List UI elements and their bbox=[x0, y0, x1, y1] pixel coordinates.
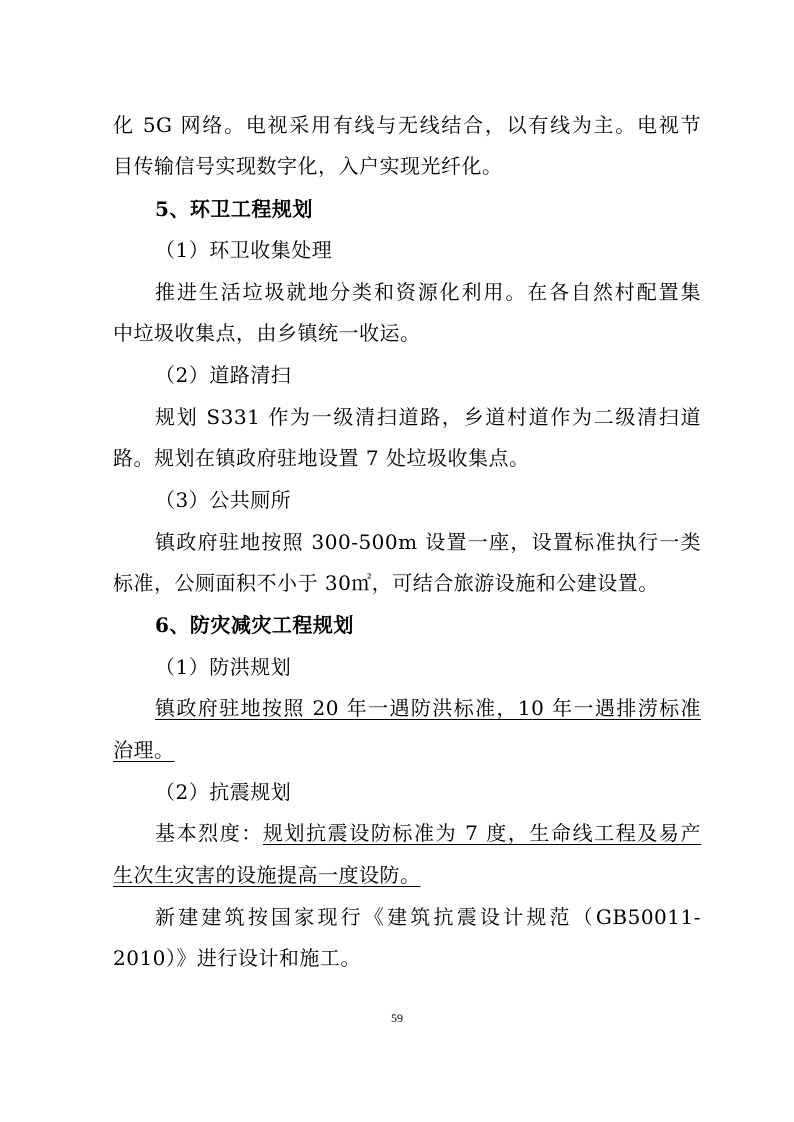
paragraph-toilets-line-2: 标准，公厕面积不小于 30㎡，可结合旅游设施和公建设置。 bbox=[113, 571, 659, 595]
paragraph-waste-line-1: 推进生活垃圾就地分类和资源化利用。在各自然村配置集 bbox=[155, 280, 701, 304]
section-heading-disaster-prevention: 6、防灾减灾工程规划 bbox=[155, 613, 354, 637]
subheading-road-cleaning: （2）道路清扫 bbox=[155, 363, 292, 387]
paragraph-flood-line-1: 镇政府驻地按照 20 年一遇防洪标准，10 年一遇排涝标准 bbox=[155, 696, 701, 720]
paragraph-building-code-line-2: 2010）》进行设计和施工。 bbox=[113, 946, 361, 970]
earthquake-intro-text: 基本烈度： bbox=[155, 821, 263, 845]
paragraph-earthquake-line-2: 生次生灾害的设施提高一度设防。 bbox=[113, 863, 421, 887]
paragraph-telecom-line-1: 化 5G 网络。电视采用有线与无线结合，以有线为主。电视节 bbox=[113, 113, 701, 137]
page-number: 59 bbox=[391, 1011, 403, 1025]
paragraph-waste-line-2: 中垃圾收集点，由乡镇统一收运。 bbox=[113, 321, 421, 345]
paragraph-building-code-line-1: 新建建筑按国家现行《建筑抗震设计规范（GB50011- bbox=[155, 905, 701, 929]
subheading-flood-control: （1）防洪规划 bbox=[155, 655, 292, 679]
paragraph-road-line-1: 规划 S331 作为一级清扫道路，乡道村道作为二级清扫道 bbox=[155, 405, 701, 429]
earthquake-standard-text: 规划抗震设防标准为 7 度，生命线工程及易产 bbox=[262, 821, 701, 845]
subheading-waste-collection: （1）环卫收集处理 bbox=[155, 238, 333, 262]
paragraph-flood-line-2: 治理。 bbox=[113, 738, 175, 762]
paragraph-telecom-line-2: 目传输信号实现数字化，入户实现光纤化。 bbox=[113, 154, 503, 178]
paragraph-earthquake-line-1 bbox=[155, 820, 701, 846]
paragraph-toilets-line-1: 镇政府驻地按照 300-500m 设置一座，设置标准执行一类 bbox=[155, 530, 701, 554]
subheading-earthquake: （2）抗震规划 bbox=[155, 780, 292, 804]
section-heading-sanitation: 5、环卫工程规划 bbox=[155, 197, 313, 221]
subheading-public-toilets: （3）公共厕所 bbox=[155, 488, 292, 512]
paragraph-road-line-2: 路。规划在镇政府驻地设置 7 处垃圾收集点。 bbox=[113, 446, 530, 470]
